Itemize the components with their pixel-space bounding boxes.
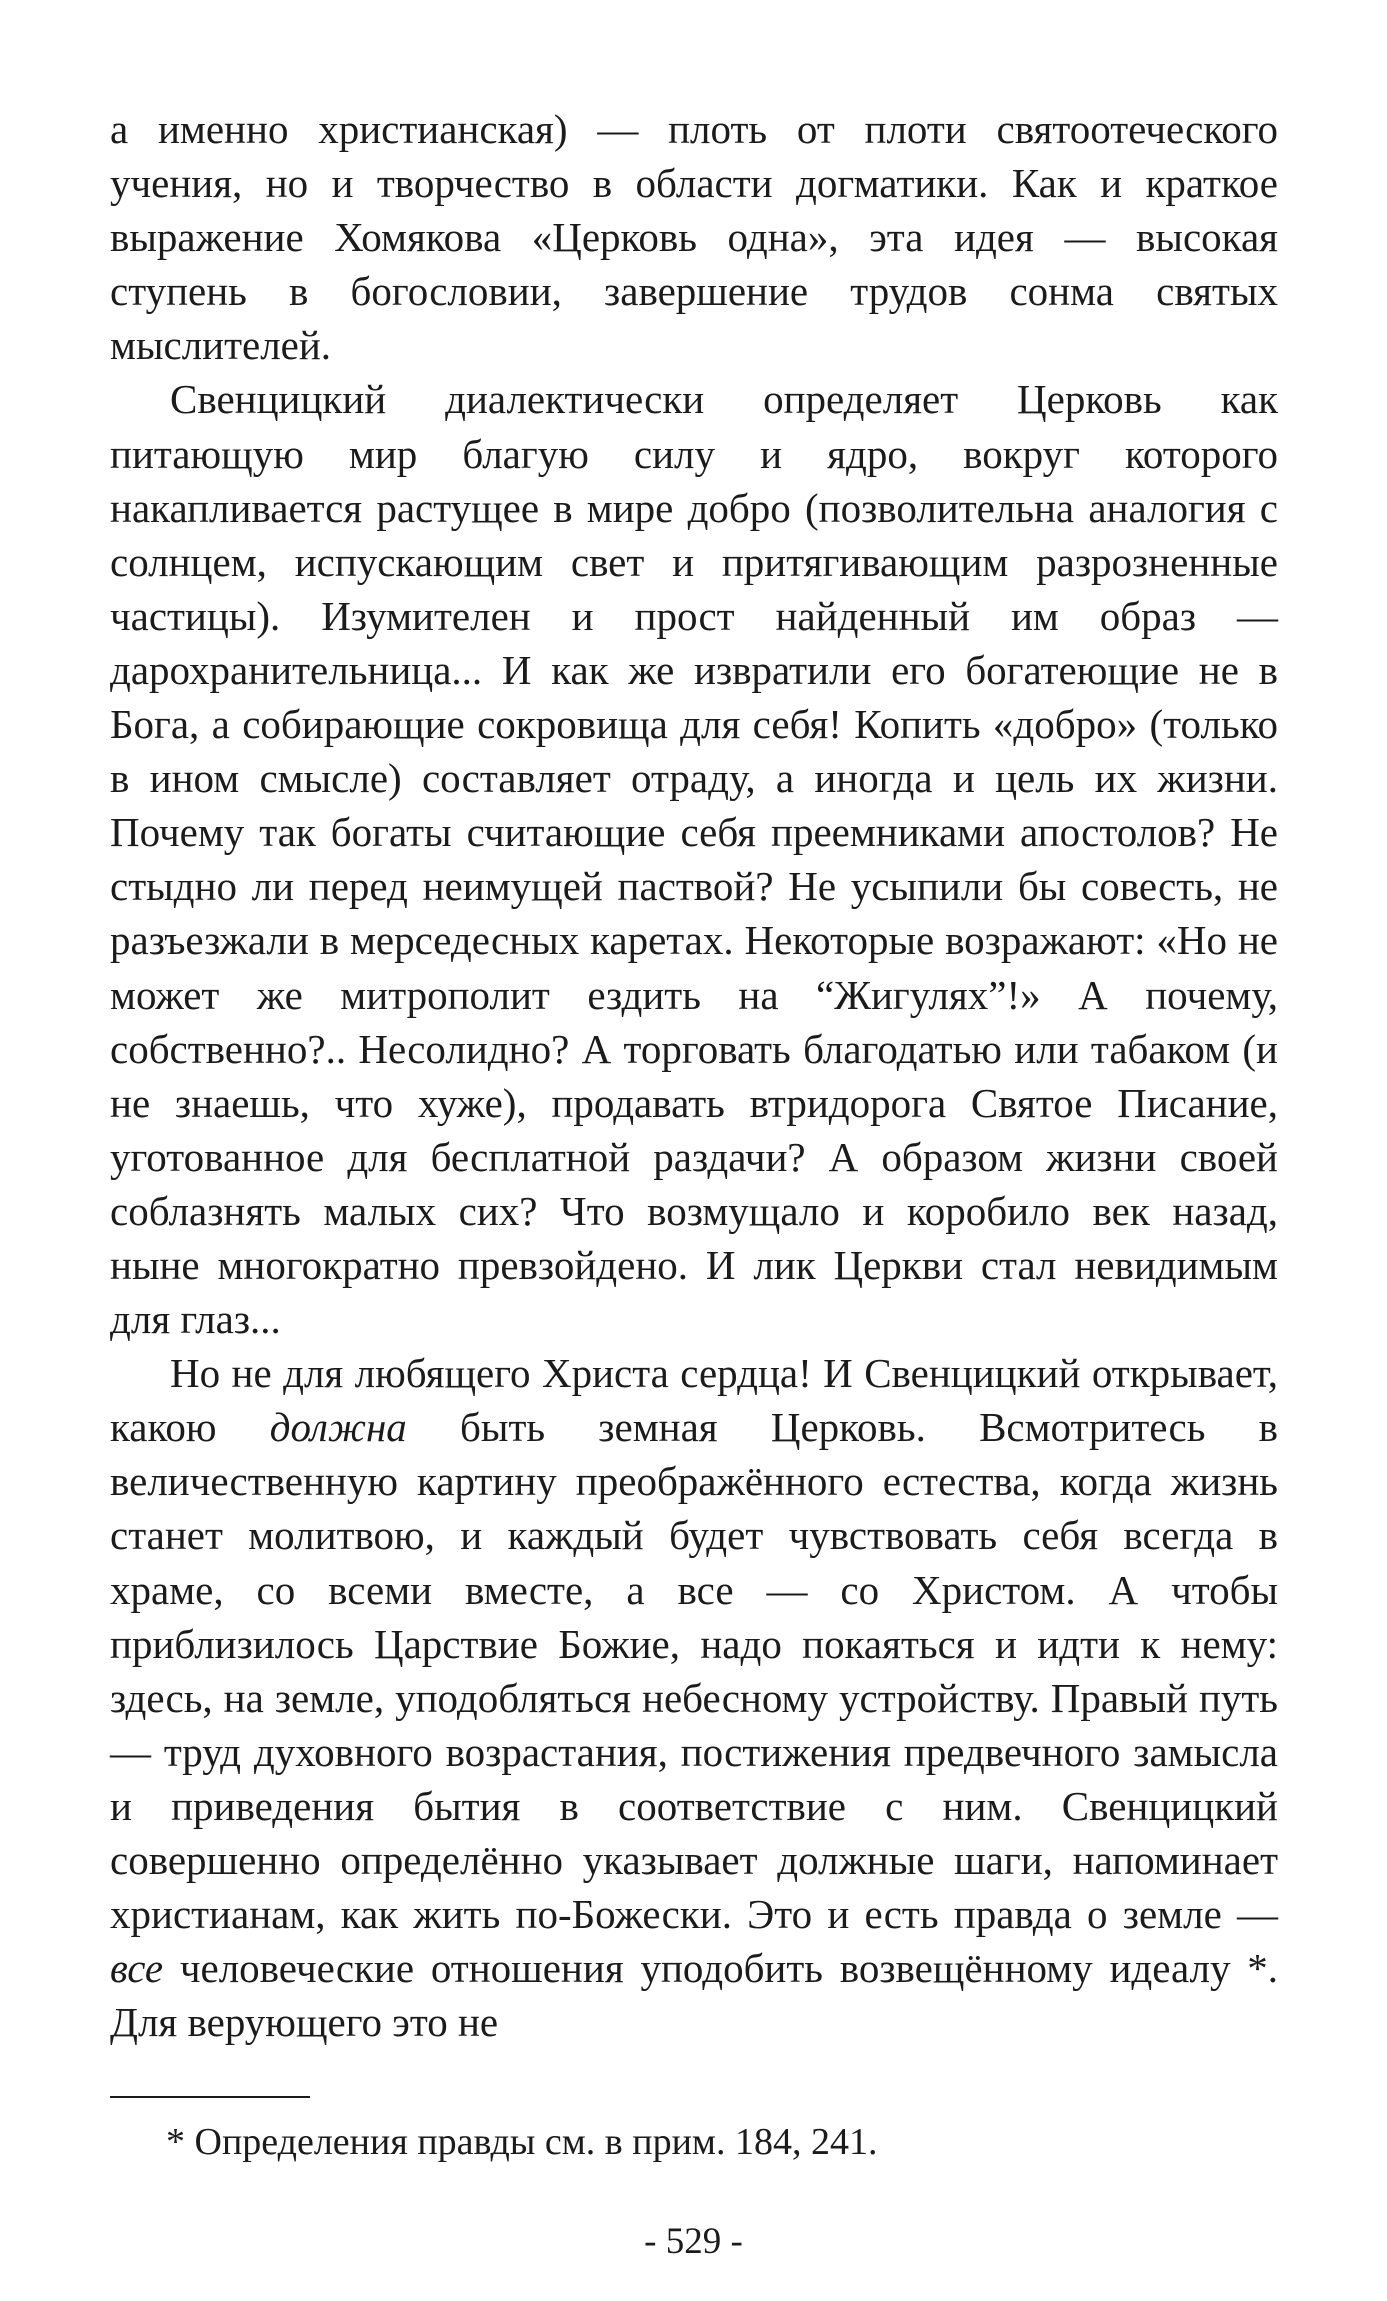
paragraph bbox=[110, 372, 1278, 1346]
text-run: человеческие отношения уподобить возвещённому идеалу *. Для верующего это не bbox=[110, 1945, 1278, 2046]
text-run: Свенцицкий диалектически определяет Церковь как питающую мир благую силу и ядро, вокруг которого накапливается растущее в мире добро (позволительна аналогия с солнцем, испускающим свет и притягивающим разрозненные частицы). Изумителен и прост найденный им образ — дарохранительница... И как же извратили его богатеющие не в Бога, а собирающие сокровища для себя! Копить «добро» (только в ином смысле) составляет отраду, а иногда и цель их жизни. Почему так богаты считающие себя преемниками апостолов? Не стыдно ли перед неимущей паствой? Не усыпили бы совесть, не разъезжали в мерседесных каретах. Некоторые возражают: «Но не может же митрополит ездить на “Жигулях”!» А почему, собственно?.. Несолидно? А торговать благодатью или табаком (и не знаешь, что хуже), продавать втридорога Святое Писание, уготованное для бесплатной раздачи? А образом жизни своей соблазнять малых сих? Что возмущало и коробило век назад, ныне многократно превзойдено. И лик Церкви стал невидимым для глаз... bbox=[110, 376, 1278, 1343]
italic-text: все bbox=[110, 1945, 164, 1992]
text-run: а именно христианская) — плоть от плоти святоотеческого учения, но и творчество в области догматики. Как и краткое выражение Хомякова «Церковь одна», эта идея — высокая ступень в богословии, завершение трудов сонма святых мыслителей. bbox=[110, 106, 1278, 369]
text-run: Но не для любящего Христа сердца! И Свенцицкий открывает, какою bbox=[110, 1350, 1278, 1451]
paragraph bbox=[110, 102, 1278, 372]
footnote-divider bbox=[110, 2096, 310, 2098]
main-text bbox=[110, 102, 1278, 2049]
paragraph bbox=[110, 1346, 1278, 2049]
page-number: - 529 - bbox=[644, 2221, 743, 2262]
italic-text: должна bbox=[269, 1404, 407, 1451]
footnote: * Определения правды см. в прим. 184, 241. bbox=[166, 2121, 878, 2163]
text-run: быть земная Церковь. Всмотритесь в величественную картину преображённого естества, когда жизнь станет молитвою, и каждый будет чувствовать себя всегда в храме, со всеми вместе, а все — со Христом. А чтобы приблизилось Царствие Божие, надо покаяться и идти к нему: здесь, на земле, уподобляться небесному устройству. Правый путь — труд духовного возрастания, постижения предвечного замысла и приведения бытия в соответствие с ним. Свенцицкий совершенно определённо указывает должные шаги, напоминает христианам, как жить по-Божески. Это и есть правда о земле — bbox=[110, 1404, 1279, 1938]
